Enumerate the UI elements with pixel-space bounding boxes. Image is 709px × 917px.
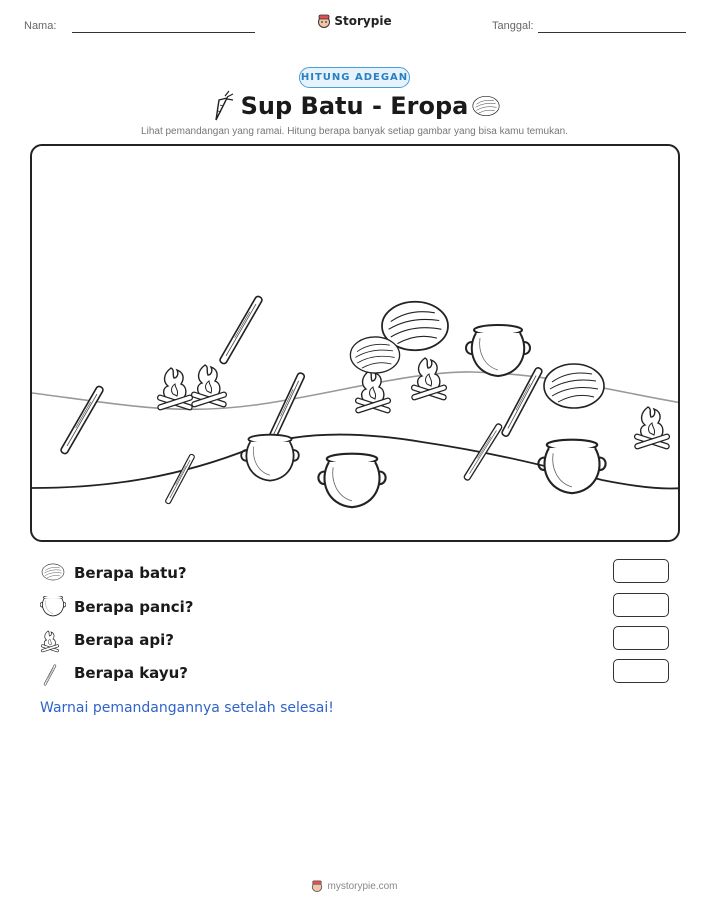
site-footer — [0, 880, 709, 892]
stone-icon — [471, 95, 501, 117]
stick-5 — [463, 423, 502, 481]
stick-2 — [60, 385, 104, 454]
coloring-note: Warnai pemandangannya setelah selesai! — [40, 700, 334, 716]
activity-badge: HITUNG ADEGAN — [299, 67, 410, 88]
storypie-mascot-icon — [311, 880, 323, 892]
page-title: Sup Batu - Eropa — [240, 92, 469, 120]
answer-box-sticks[interactable] — [613, 659, 669, 683]
site-url[interactable]: mystorypie.com — [327, 880, 398, 892]
answer-box-stones[interactable] — [613, 559, 669, 583]
answer-box-pots[interactable] — [613, 593, 669, 617]
pot-2 — [241, 435, 299, 481]
stone-2 — [350, 337, 399, 373]
fire-4 — [411, 358, 447, 400]
name-line[interactable] — [72, 32, 255, 33]
scene-illustration — [32, 146, 680, 542]
date-line[interactable] — [538, 32, 686, 33]
pot-icon — [40, 596, 66, 618]
fire-5 — [634, 407, 670, 449]
question-stones — [40, 562, 670, 586]
pot-1 — [466, 325, 530, 376]
stick-6 — [165, 454, 195, 505]
question-fires — [40, 629, 670, 653]
fire-1 — [157, 368, 193, 410]
date-label: Tanggal: — [492, 20, 534, 32]
stick-4 — [501, 367, 543, 437]
question-label: Berapa kayu? — [74, 664, 189, 682]
storypie-mascot-icon — [317, 14, 331, 28]
question-pots — [40, 596, 670, 620]
name-label: Nama: — [24, 20, 57, 32]
fire-icon — [40, 629, 60, 653]
question-label: Berapa api? — [74, 631, 174, 649]
brand-name: Storypie — [334, 14, 392, 28]
stick-icon — [40, 662, 60, 688]
fire-3 — [355, 371, 391, 413]
question-sticks — [40, 662, 670, 686]
question-label: Berapa panci? — [74, 598, 194, 616]
stick-3 — [267, 372, 305, 444]
brand-logo — [0, 14, 709, 28]
pot-3 — [318, 454, 385, 508]
instructions: Lihat pemandangan yang ramai. Hitung berapa banyak setiap gambar yang bisa kamu temukan. — [141, 126, 568, 137]
stone-icon — [40, 562, 66, 582]
stick-1 — [219, 295, 263, 364]
pot-4 — [538, 440, 605, 494]
answer-box-fires[interactable] — [613, 626, 669, 650]
counting-scene[interactable] — [30, 144, 680, 542]
stone-3 — [544, 364, 604, 408]
question-label: Berapa batu? — [74, 564, 187, 582]
fire-2 — [191, 365, 227, 407]
